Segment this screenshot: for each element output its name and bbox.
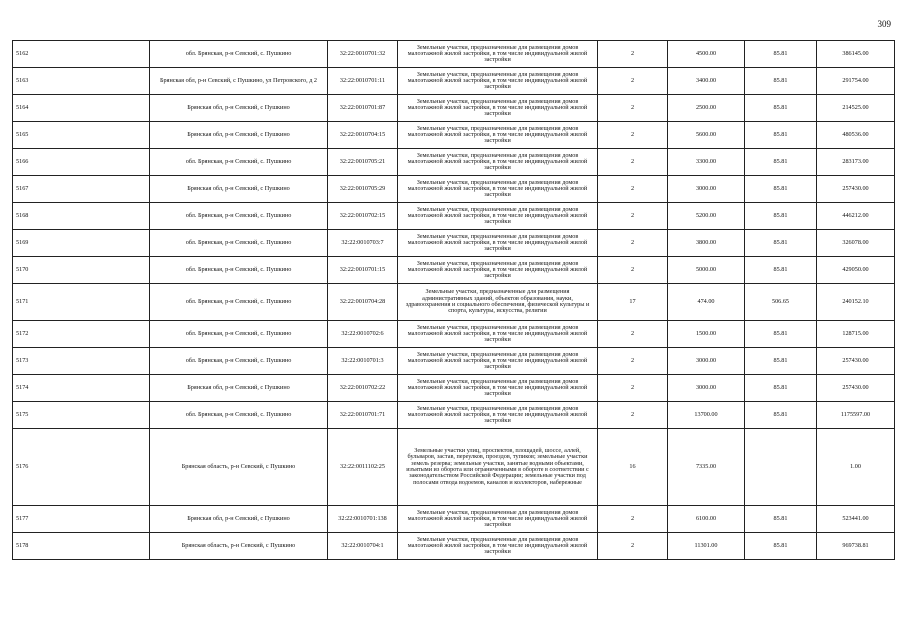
rate-cell: 85.81 — [745, 257, 817, 284]
row-number: 5171 — [13, 284, 150, 321]
area-cell: 474.00 — [668, 284, 745, 321]
cadastral-number-cell: 32:22:0010704:15 — [328, 122, 398, 149]
land-use-cell: Земельные участки, предназначенные для размещения домов малоэтажной жилой застройки, в том числе индивидуальной жилой застройки — [398, 95, 598, 122]
category-cell: 2 — [598, 230, 668, 257]
cadastral-value-cell: 523441.00 — [817, 506, 895, 533]
land-use-cell: Земельные участки, предназначенные для размещения домов малоэтажной жилой застройки, в том числе индивидуальной жилой застройки — [398, 203, 598, 230]
land-use-cell: Земельные участки, предназначенные для размещения административных зданий, объектов образования, науки, здравоохранения и социального обеспечения, физической культуры и спорта, культуры, искусства, религии — [398, 284, 598, 321]
cadastral-number-cell: 32:22:0010704:28 — [328, 284, 398, 321]
category-cell: 2 — [598, 375, 668, 402]
row-number: 5162 — [13, 41, 150, 68]
land-use-cell: Земельные участки, предназначенные для размещения домов малоэтажной жилой застройки, в том числе индивидуальной жилой застройки — [398, 506, 598, 533]
land-use-cell: Земельные участки, предназначенные для размещения домов малоэтажной жилой застройки, в том числе индивидуальной жилой застройки — [398, 402, 598, 429]
cadastral-value-cell: 283173.00 — [817, 149, 895, 176]
address-cell: Брянская обл, р-н Севский, с Пушкино — [150, 176, 328, 203]
category-cell: 2 — [598, 176, 668, 203]
area-cell: 3800.00 — [668, 230, 745, 257]
cadastral-number-cell: 32:22:0010701:87 — [328, 95, 398, 122]
rate-cell: 85.81 — [745, 122, 817, 149]
row-number: 5168 — [13, 203, 150, 230]
cadastral-number-cell: 32:22:0010704:1 — [328, 533, 398, 560]
address-cell: обл. Брянская, р-н Севский, с. Пушкино — [150, 284, 328, 321]
cadastral-value-table — [12, 40, 895, 560]
row-number: 5174 — [13, 375, 150, 402]
category-cell: 2 — [598, 506, 668, 533]
cadastral-value-cell: 969738.81 — [817, 533, 895, 560]
row-number: 5165 — [13, 122, 150, 149]
address-cell: обл. Брянская, р-н Севский, с. Пушкино — [150, 321, 328, 348]
land-use-cell: Земельные участки, предназначенные для размещения домов малоэтажной жилой застройки, в том числе индивидуальной жилой застройки — [398, 176, 598, 203]
area-cell: 3400.00 — [668, 68, 745, 95]
category-cell: 2 — [598, 203, 668, 230]
row-number: 5163 — [13, 68, 150, 95]
cadastral-value-cell: 257430.00 — [817, 348, 895, 375]
address-cell: обл. Брянская, р-н Севский, с. Пушкино — [150, 149, 328, 176]
page-number: 309 — [877, 19, 891, 29]
row-number: 5170 — [13, 257, 150, 284]
rate-cell: 85.81 — [745, 533, 817, 560]
cadastral-value-cell: 214525.00 — [817, 95, 895, 122]
rate-cell: 85.81 — [745, 41, 817, 68]
cadastral-value-cell: 1175597.00 — [817, 402, 895, 429]
category-cell: 16 — [598, 429, 668, 506]
area-cell: 1500.00 — [668, 321, 745, 348]
area-cell: 5000.00 — [668, 257, 745, 284]
area-cell: 6100.00 — [668, 506, 745, 533]
row-number: 5169 — [13, 230, 150, 257]
cadastral-value-cell: 1.00 — [817, 429, 895, 506]
address-cell: Брянская обл, р-н Севский, с Пушкино, ул Петровского, д 2 — [150, 68, 328, 95]
cadastral-number-cell: 32:22:0010703:7 — [328, 230, 398, 257]
land-use-cell: Земельные участки улиц, проспектов, площадей, шоссе, аллей, бульваров, застав, переулков, проездов, тупиков; земельные участки земель резерва; земельные участки, занятые водными объектами, изъятыми из оборота или ограниченными в обороте в соответствии с законодательством Российской Федерации; земельные участки под полосами отвода водоемов, каналов и коллекторов, набережные — [398, 429, 598, 506]
land-use-cell: Земельные участки, предназначенные для размещения домов малоэтажной жилой застройки, в том числе индивидуальной жилой застройки — [398, 257, 598, 284]
table-row — [13, 68, 895, 95]
land-use-cell: Земельные участки, предназначенные для размещения домов малоэтажной жилой застройки, в том числе индивидуальной жилой застройки — [398, 68, 598, 95]
cadastral-number-cell: 32:22:0010701:11 — [328, 68, 398, 95]
category-cell: 2 — [598, 257, 668, 284]
area-cell: 3000.00 — [668, 375, 745, 402]
area-cell: 5600.00 — [668, 122, 745, 149]
table-row — [13, 284, 895, 321]
table-row — [13, 429, 895, 506]
address-cell: Брянская обл, р-н Севский, с Пушкино — [150, 122, 328, 149]
address-cell: Брянская обл, р-н Севский, с Пушкино — [150, 375, 328, 402]
area-cell: 7335.00 — [668, 429, 745, 506]
cadastral-value-cell: 291754.00 — [817, 68, 895, 95]
area-cell: 11301.00 — [668, 533, 745, 560]
table-row — [13, 506, 895, 533]
table-row — [13, 402, 895, 429]
cadastral-value-cell: 446212.00 — [817, 203, 895, 230]
rate-cell — [745, 429, 817, 506]
land-use-cell: Земельные участки, предназначенные для размещения домов малоэтажной жилой застройки, в том числе индивидуальной жилой застройки — [398, 321, 598, 348]
table-row — [13, 321, 895, 348]
category-cell: 2 — [598, 41, 668, 68]
row-number: 5177 — [13, 506, 150, 533]
cadastral-number-cell: 32:22:0010701:3 — [328, 348, 398, 375]
table-row — [13, 122, 895, 149]
cadastral-number-cell: 32:22:0010701:138 — [328, 506, 398, 533]
cadastral-number-cell: 32:22:0011102:25 — [328, 429, 398, 506]
table-row — [13, 257, 895, 284]
address-cell: обл. Брянская, р-н Севский, с. Пушкино — [150, 348, 328, 375]
table-row — [13, 533, 895, 560]
area-cell: 13700.00 — [668, 402, 745, 429]
cadastral-number-cell: 32:22:0010702:15 — [328, 203, 398, 230]
table-row — [13, 176, 895, 203]
cadastral-number-cell: 32:22:0010701:32 — [328, 41, 398, 68]
cadastral-number-cell: 32:22:0010705:21 — [328, 149, 398, 176]
area-cell: 3000.00 — [668, 176, 745, 203]
row-number: 5173 — [13, 348, 150, 375]
row-number: 5172 — [13, 321, 150, 348]
cadastral-value-cell: 240152.10 — [817, 284, 895, 321]
rate-cell: 85.81 — [745, 348, 817, 375]
rate-cell: 85.81 — [745, 203, 817, 230]
address-cell: обл. Брянская, р-н Севский, с. Пушкино — [150, 402, 328, 429]
category-cell: 2 — [598, 95, 668, 122]
table-row — [13, 348, 895, 375]
category-cell: 2 — [598, 122, 668, 149]
rate-cell: 85.81 — [745, 402, 817, 429]
table-row — [13, 149, 895, 176]
land-use-cell: Земельные участки, предназначенные для размещения домов малоэтажной жилой застройки, в том числе индивидуальной жилой застройки — [398, 533, 598, 560]
address-cell: обл. Брянская, р-н Севский, с. Пушкино — [150, 203, 328, 230]
area-cell: 3300.00 — [668, 149, 745, 176]
table-row — [13, 375, 895, 402]
category-cell: 2 — [598, 321, 668, 348]
land-use-cell: Земельные участки, предназначенные для размещения домов малоэтажной жилой застройки, в том числе индивидуальной жилой застройки — [398, 230, 598, 257]
area-cell: 4500.00 — [668, 41, 745, 68]
area-cell: 5200.00 — [668, 203, 745, 230]
cadastral-value-cell: 326078.00 — [817, 230, 895, 257]
area-cell: 2500.00 — [668, 95, 745, 122]
address-cell: обл. Брянская, р-н Севский, с. Пушкино — [150, 257, 328, 284]
cadastral-value-cell: 480536.00 — [817, 122, 895, 149]
cadastral-value-cell: 128715.00 — [817, 321, 895, 348]
table-row — [13, 41, 895, 68]
category-cell: 2 — [598, 533, 668, 560]
cadastral-number-cell: 32:22:0010701:15 — [328, 257, 398, 284]
table-row — [13, 203, 895, 230]
address-cell: Брянская область, р-н Севский, с Пушкино — [150, 429, 328, 506]
land-use-cell: Земельные участки, предназначенные для размещения домов малоэтажной жилой застройки, в том числе индивидуальной жилой застройки — [398, 122, 598, 149]
land-use-cell: Земельные участки, предназначенные для размещения домов малоэтажной жилой застройки, в том числе индивидуальной жилой застройки — [398, 149, 598, 176]
cadastral-number-cell: 32:22:0010702:22 — [328, 375, 398, 402]
rate-cell: 506.65 — [745, 284, 817, 321]
cadastral-value-cell: 386145.00 — [817, 41, 895, 68]
area-cell: 3000.00 — [668, 348, 745, 375]
cadastral-value-cell: 429050.00 — [817, 257, 895, 284]
row-number: 5176 — [13, 429, 150, 506]
address-cell: Брянская обл, р-н Севский, с Пушкино — [150, 506, 328, 533]
table-row — [13, 95, 895, 122]
land-use-cell: Земельные участки, предназначенные для размещения домов малоэтажной жилой застройки, в том числе индивидуальной жилой застройки — [398, 348, 598, 375]
row-number: 5164 — [13, 95, 150, 122]
cadastral-value-cell: 257430.00 — [817, 375, 895, 402]
cadastral-number-cell: 32:22:0010702:6 — [328, 321, 398, 348]
rate-cell: 85.81 — [745, 68, 817, 95]
row-number: 5167 — [13, 176, 150, 203]
rate-cell: 85.81 — [745, 176, 817, 203]
land-use-cell: Земельные участки, предназначенные для размещения домов малоэтажной жилой застройки, в том числе индивидуальной жилой застройки — [398, 41, 598, 68]
rate-cell: 85.81 — [745, 95, 817, 122]
rate-cell: 85.81 — [745, 375, 817, 402]
category-cell: 17 — [598, 284, 668, 321]
address-cell: Брянская область, р-н Севский, с Пушкино — [150, 533, 328, 560]
land-use-cell: Земельные участки, предназначенные для размещения домов малоэтажной жилой застройки, в том числе индивидуальной жилой застройки — [398, 375, 598, 402]
rate-cell: 85.81 — [745, 506, 817, 533]
row-number: 5178 — [13, 533, 150, 560]
rate-cell: 85.81 — [745, 230, 817, 257]
table-row — [13, 230, 895, 257]
category-cell: 2 — [598, 68, 668, 95]
rate-cell: 85.81 — [745, 321, 817, 348]
cadastral-value-cell: 257430.00 — [817, 176, 895, 203]
address-cell: обл. Брянская, р-н Севский, с. Пушкино — [150, 230, 328, 257]
category-cell: 2 — [598, 402, 668, 429]
category-cell: 2 — [598, 348, 668, 375]
cadastral-number-cell: 32:22:0010701:71 — [328, 402, 398, 429]
category-cell: 2 — [598, 149, 668, 176]
table-body — [13, 41, 895, 560]
cadastral-number-cell: 32:22:0010705:29 — [328, 176, 398, 203]
address-cell: обл. Брянская, р-н Севский, с. Пушкино — [150, 41, 328, 68]
row-number: 5166 — [13, 149, 150, 176]
rate-cell: 85.81 — [745, 149, 817, 176]
address-cell: Брянская обл, р-н Севский, с Пушкино — [150, 95, 328, 122]
row-number: 5175 — [13, 402, 150, 429]
